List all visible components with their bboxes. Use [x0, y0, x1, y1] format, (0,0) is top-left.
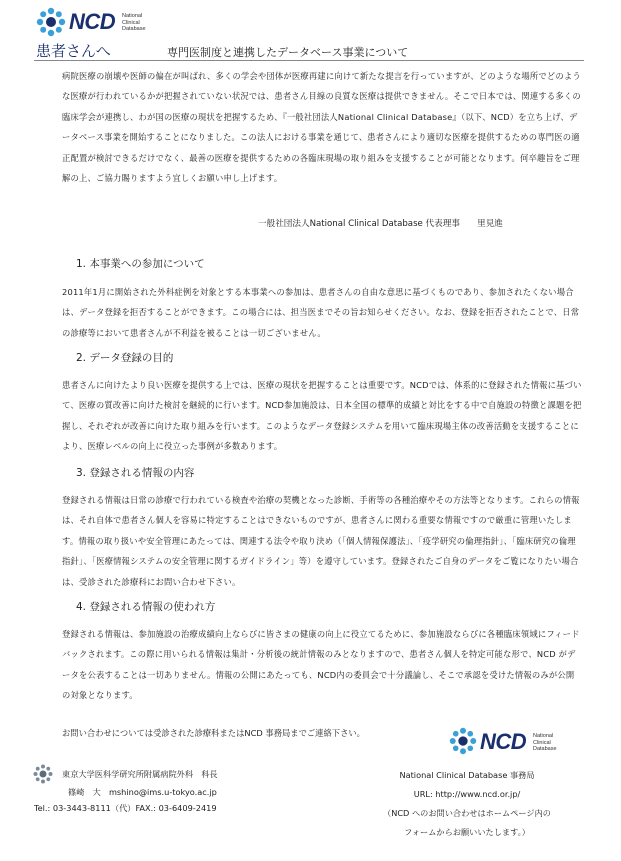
- office-url[interactable]: URL: http://www.ncd.or.jp/: [413, 789, 521, 799]
- office-note-2: フォームからお願いいたします。）: [404, 827, 530, 837]
- greeting-heading: 患者さんへ: [36, 42, 111, 60]
- ncd-logo-subtitle: National Clinical Database: [122, 13, 146, 32]
- title-underline: [34, 60, 584, 61]
- section-2-body: 患者さんに向けたより良い医療を提供する上では、医療の現状を把握することは重要です。NCDでは、体系的に登録された情報に基づいて、医療の質改善に向けた検討を継続的に行います。NCD参加施設は、日本全国の標準的成績と対比をする中で自施設の特徴と課題を把握し、それぞれが改善に向けた取り組みを行います。このようなデータ登録システムを用いて臨床現場主体の改善活動を支援することにより、医療レベルの向上に役立った事例が多数あります。: [62, 380, 582, 452]
- contact-note: お問い合わせについては受診された診療科またはNCD 事務局までご連絡下さい。: [62, 728, 365, 738]
- ncd-flower-icon: [36, 7, 66, 37]
- section-1-heading: 1. 本事業への参加について: [76, 258, 205, 270]
- office-name: National Clinical Database 事務局: [399, 770, 535, 780]
- signature-line: 一般社団法人National Clinical Database 代表理事 里見進: [258, 219, 503, 229]
- ncd-logo-text: NCD: [480, 729, 527, 754]
- section-2-heading: 2. データ登録の目的: [76, 352, 174, 364]
- hospital-contact: [62, 766, 218, 801]
- section-3-heading: 3. 登録される情報の内容: [76, 467, 195, 479]
- contact-tel-fax: Tel.: 03-3443-8111（代）FAX.: 03-6409-2419: [34, 803, 217, 813]
- office-note-1: （NCD へのお問い合わせはホームページ内の: [383, 808, 551, 818]
- ncd-logo-text: NCD: [69, 9, 116, 34]
- ncd-office-contact: [372, 766, 562, 842]
- ncd-logo-footer: [449, 726, 579, 756]
- ncd-logo-subtitle: National Clinical Database: [533, 733, 557, 752]
- section-3-body: 登録される情報は日常の診療で行われている検査や治療の契機となった診断、手術等の各種治療やその方法等となります。これらの情報は、それ自体で患者さん個人を容易に特定することはできないものですが、患者さんに関わる重要な情報ですので厳重に管理いたします。情報の取り扱いや安全管理にあたっては、関連する法令や取り決め（「個人情報保護法」、「疫学研究の倫理指針」、「臨床研究の倫理指針」、「医療情報システムの安全管理に関するガイドライン」等）を遵守しています。登録されたご自身のデータをご覧になりたい場合は、受診された診療科にお問い合わせ下さい。: [62, 495, 580, 587]
- university-seal-icon: [33, 764, 53, 784]
- contact-name-email: 篠崎 大 mshino@ims.u-tokyo.ac.jp: [68, 786, 217, 797]
- section-1-body: 2011年1月に開始された外科症例を対象とする本事業への参加は、患者さんの自由な意思に基づくものであり、参加されたくない場合は、データ登録を拒否することができます。この場合には、担当医までその旨お知らせください。なお、登録を拒否されたことで、日常の診療等において患者さんが不利益を被ることは一切ございません。: [62, 287, 580, 338]
- page-title: 専門医制度と連携したデータベース事業について: [167, 46, 409, 59]
- section-4-body: 登録される情報は、参加施設の治療成績向上ならびに皆さまの健康の向上に役立てるために、参加施設ならびに各種臨床領域にフィードバックされます。この際に用いられる情報は集計・分析後の統計情報のみとなりますので、患者さん個人を特定可能な形で、NCD がデータを公表することは一切ありません。情報の公開にあたっても、NCD内の委員会で十分議論し、そこで承認を受けた情報のみが公開の対象となります。: [62, 629, 580, 701]
- ncd-flower-icon: [449, 727, 477, 755]
- hospital-dept: 東京大学医科学研究所附属病院外科 科長: [62, 769, 218, 779]
- ncd-logo: [36, 7, 186, 37]
- section-4-heading: 4. 登録される情報の使われ方: [76, 601, 216, 613]
- intro-paragraph: 病院医療の崩壊や医師の偏在が叫ばれ、多くの学会や団体が医療再建に向けて新たな提言を行っていますが、どのような場所でどのような医療が行われているかが把握されていない状況では、患者さん目線の良質な医療は提供できません。そこで日本では、関連する多くの臨床学会が連携し、わが国の医療の現状を把握するため、『一般社団法人National Clinical Database』（以下、NCD）を立ち上げ、データベース事業を開始することになりました。この法人における事業を通じて、患者さんにより適切な医療を提供するための専門医の適正配置が検討できるだけでなく、最善の医療を提供するための各臨床現場の取り組みを支援することが可能となります。何卒趣旨をご理解の上、ご協力賜りますよう宜しくお願い申し上げます。: [62, 71, 581, 184]
